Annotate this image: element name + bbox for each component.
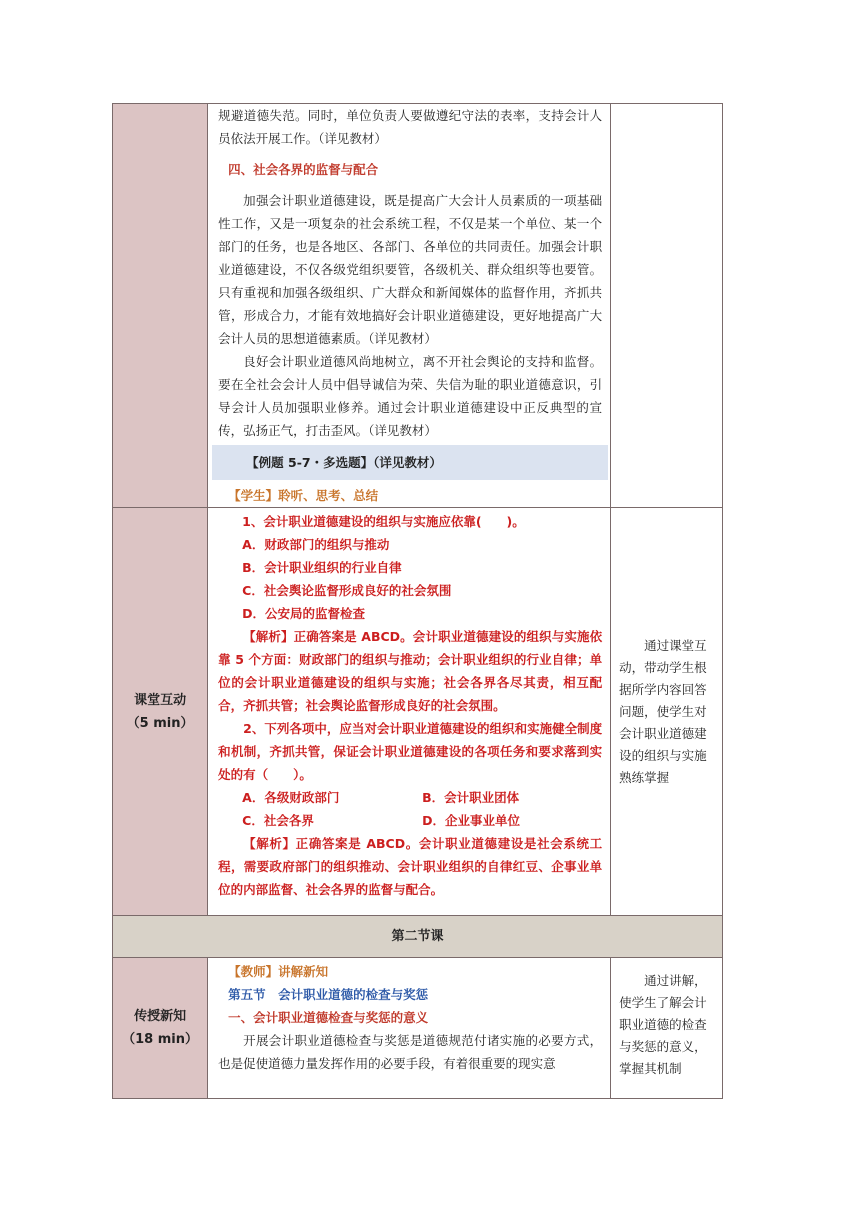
note-cell-empty [611, 104, 723, 508]
section-title: 第二节课 [391, 929, 444, 944]
question-1-option: D．公安局的监督检查 [242, 606, 366, 621]
question-1-option: B．会计职业组织的行业自律 [242, 560, 402, 575]
label-teaching: 传授新知 [134, 1009, 187, 1024]
student-activity: 【学生】聆听、思考、总结 [228, 488, 379, 503]
question-2-options-row [218, 786, 602, 809]
paragraph-social-supervision: 加强会计职业道德建设，既是提高广大会计人员素质的一项基础性工作，又是一项复杂的社会系统工程，不仅是某一个单位、某一个部门的任务，也是各地区、各部门、各单位的共同责任。加强会计职业道德建设，不仅各级党组织要管，各级机关、群众组织等也要管。只有重视和加强各级组织、广大群众和新闻媒体的监督作用，齐抓共管，形成合力，才能有效地搞好会计职业道德建设，更好地提高广大会计人员的思想道德素质。（详见教材） [218, 193, 603, 346]
answer-2: 【解析】正确答案是 ABCD。会计职业道德建设是社会系统工程，需要政府部门的组织推动、会计职业组织的自律红豆、企事业单位的内部监督、社会各界的监督与配合。 [218, 836, 603, 897]
heading-social-supervision: 四、社会各界的监督与配合 [228, 162, 379, 177]
question-2-option: B．会计职业团体 [422, 790, 520, 805]
note-cell-interaction [611, 508, 723, 916]
content-cell-supervision [208, 104, 611, 508]
continued-paragraph: 规避道德失范。同时，单位负责人要做遵纪守法的表率，支持会计人员依法开展工作。（详见教材） [218, 108, 603, 146]
teacher-activity: 【教师】讲解新知 [228, 964, 329, 979]
note-cell-teaching [611, 958, 723, 1099]
heading-significance: 一、会计职业道德检查与奖惩的意义 [228, 1010, 429, 1025]
label-teaching-time: （18 min） [122, 1032, 198, 1047]
content-cell-teaching [208, 958, 611, 1099]
question-2: 2、下列各项中，应当对会计职业道德建设的组织和实施健全制度和机制，齐抓共管，保证会计职业道德建设的各项任务和要求落到实处的有（ ）。 [218, 721, 603, 782]
lesson-section-title: 第五节 会计职业道德的检查与奖惩 [228, 987, 429, 1002]
side-note-teaching: 通过讲解，使学生了解会计职业道德的检查与奖惩的意义，掌握其机制 [619, 973, 707, 1076]
paragraph-public-opinion: 良好会计职业道德风尚地树立，离不开社会舆论的支持和监督。要在全社会会计人员中倡导诚信为荣、失信为耻的职业道德意识，引导会计人员加强职业修养。通过会计职业道德建设中正反典型的宣传，弘扬正气，打击歪风。（详见教材） [218, 354, 603, 438]
label-cell-interaction [113, 508, 208, 916]
question-1-option: A．财政部门的组织与推动 [242, 537, 390, 552]
answer-1: 【解析】正确答案是 ABCD。会计职业道德建设的组织与实施依靠 5 个方面：财政部门的组织与推动；会计职业组织的行业自律；单位的会计职业道德建设的组织与实施；社会各界各尽其责，相互配合，齐抓共管；社会舆论监督形成良好的社会氛围。 [218, 629, 603, 713]
side-note-interaction: 通过课堂互动，带动学生根据所学内容回答问题，使学生对会计职业道德建设的组织与实施熟练掌握 [619, 637, 707, 785]
question-2-options-row [218, 809, 602, 832]
content-cell-interaction [208, 508, 611, 916]
paragraph-significance: 开展会计职业道德检查与奖惩是道德规范付诸实施的必要方式，也是促使道德力量发挥作用的必要手段，有着很重要的现实意 [218, 1033, 603, 1071]
example-banner: 【例题 5-7・多选题】（详见教材） [212, 445, 608, 480]
label-interaction: 课堂互动 [134, 692, 187, 708]
question-1-option: C．社会舆论监督形成良好的社会氛围 [242, 583, 452, 598]
question-1: 1、会计职业道德建设的组织与实施应依靠( )。 [242, 514, 525, 529]
question-2-option: D．企业事业单位 [422, 813, 521, 828]
question-2-option: C．社会各界 [242, 813, 314, 828]
label-cell-teaching [113, 958, 208, 1099]
section-row [113, 916, 723, 958]
label-cell-empty [113, 104, 208, 508]
question-2-option: A．各级财政部门 [242, 790, 340, 805]
lesson-table [112, 103, 723, 1099]
label-interaction-time: （5 min） [126, 715, 194, 731]
